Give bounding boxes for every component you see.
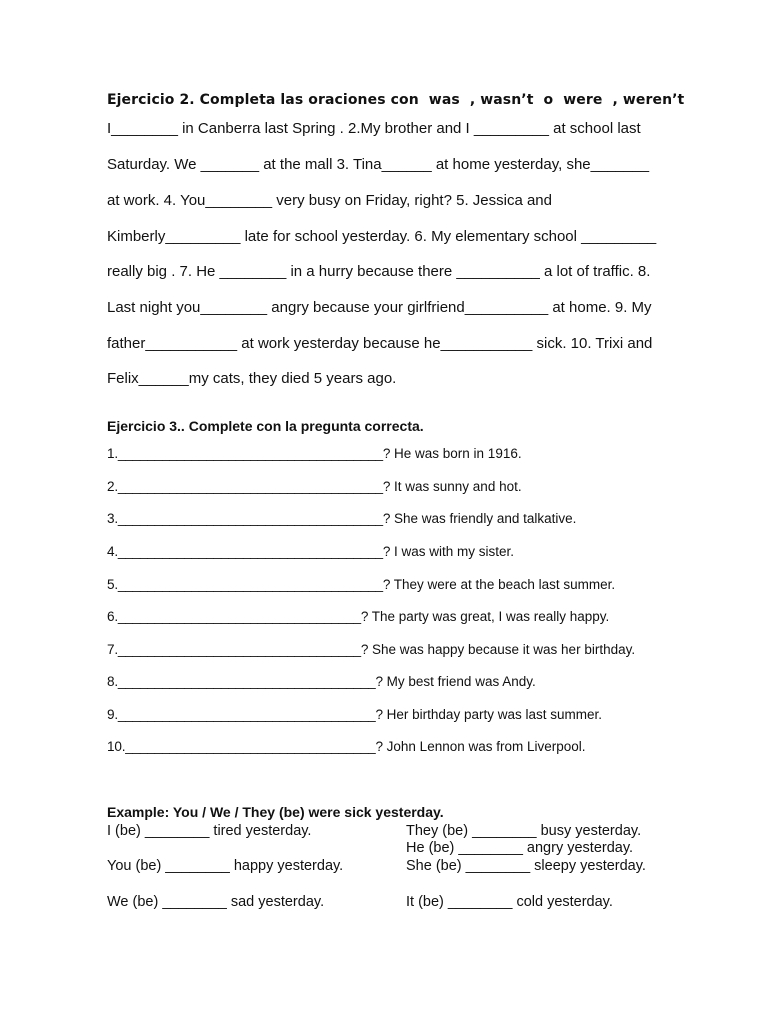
question-row	[107, 739, 586, 754]
fill-in-line: It (be) ________ cold yesterday.	[406, 894, 613, 910]
question-row	[107, 674, 536, 689]
exercise-2-line: father___________ at work yesterday because he___________ sick. 10. Trixi and	[107, 335, 653, 352]
question-blank: 8.___________________________________?	[107, 674, 383, 689]
question-row	[107, 544, 514, 559]
exercise-2-title	[107, 92, 684, 108]
question-blank: 9.___________________________________?	[107, 707, 383, 722]
question-row	[107, 446, 522, 461]
question-row	[107, 511, 576, 526]
exercise-3-title: Ejercicio 3.. Complete con la pregunta correcta.	[107, 418, 424, 434]
word-wasnt: , wasn’t	[469, 92, 534, 108]
question-answer: She was friendly and talkative.	[390, 511, 577, 526]
question-answer: She was happy because it was her birthday.	[368, 642, 636, 657]
fill-in-line: She (be) ________ sleepy yesterday.	[406, 858, 646, 874]
question-answer: John Lennon was from Liverpool.	[382, 739, 586, 754]
question-blank: 3.____________________________________?	[107, 511, 391, 526]
question-answer: He was born in 1916.	[390, 446, 522, 461]
fill-in-line: You (be) ________ happy yesterday.	[107, 858, 344, 874]
exercise-2-title-text: Ejercicio 2. Completa las oraciones con	[107, 92, 419, 108]
question-blank: 6._________________________________?	[107, 609, 369, 624]
question-blank: 2.____________________________________?	[107, 479, 391, 494]
exercise-2-line: Saturday. We _______ at the mall 3. Tina______ at home yesterday, she_______	[107, 156, 650, 173]
question-row	[107, 577, 615, 592]
question-row	[107, 642, 635, 657]
question-blank: 7._________________________________?	[107, 642, 369, 657]
exercise-2-line: really big . 7. He ________ in a hurry because there __________ a lot of traffic. 8.	[107, 263, 651, 280]
word-were: were	[563, 92, 603, 108]
exercise-2-line: Kimberly_________ late for school yesterday. 6. My elementary school _________	[107, 228, 657, 245]
question-blank: 5.____________________________________?	[107, 577, 391, 592]
question-answer: The party was great, I was really happy.	[368, 609, 610, 624]
question-row	[107, 707, 602, 722]
question-row	[107, 609, 609, 624]
question-answer: I was with my sister.	[390, 544, 515, 559]
fill-in-line: They (be) ________ busy yesterday.	[406, 823, 642, 839]
fill-in-line: I (be) ________ tired yesterday.	[107, 823, 312, 839]
fill-in-line: He (be) ________ angry yesterday.	[406, 840, 634, 856]
word-o: o	[543, 92, 554, 108]
question-answer: Her birthday party was last summer.	[382, 707, 602, 722]
question-blank: 1.____________________________________?	[107, 446, 391, 461]
word-was: was	[428, 92, 460, 108]
question-blank: 10.__________________________________?	[107, 739, 383, 754]
question-row	[107, 479, 522, 494]
question-blank: 4.____________________________________?	[107, 544, 391, 559]
exercise-2-line: Felix______my cats, they died 5 years ago.	[107, 370, 397, 387]
example-sentence: Example: You / We / They (be) were sick yesterday.	[107, 804, 444, 820]
word-werent: , weren’t	[612, 92, 685, 108]
exercise-2-line: Last night you________ angry because your girlfriend__________ at home. 9. My	[107, 299, 652, 316]
exercise-2-line: at work. 4. You________ very busy on Friday, right? 5. Jessica and	[107, 192, 552, 209]
question-answer: My best friend was Andy.	[382, 674, 536, 689]
exercise-2-line: I________ in Canberra last Spring . 2.My brother and I _________ at school last	[107, 120, 641, 137]
question-answer: They were at the beach last summer.	[390, 577, 616, 592]
question-answer: It was sunny and hot.	[390, 479, 522, 494]
fill-in-line: We (be) ________ sad yesterday.	[107, 894, 325, 910]
